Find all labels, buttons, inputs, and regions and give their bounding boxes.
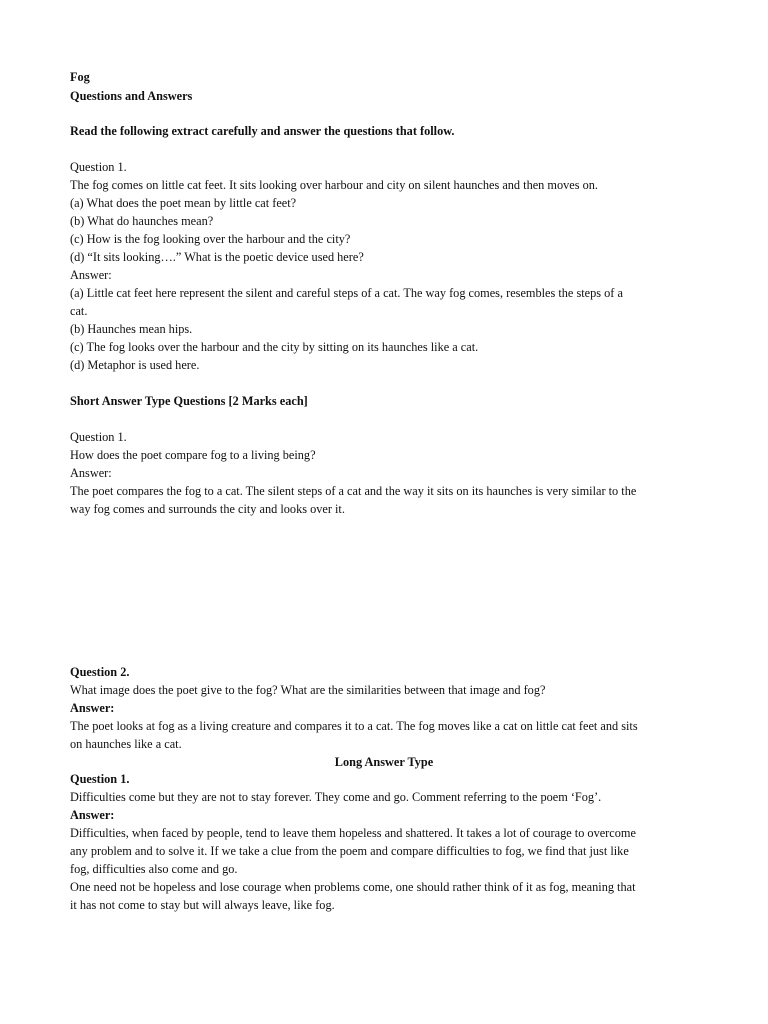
extract-answer-label: Answer: — [70, 268, 112, 282]
extract-answer-a: (a) Little cat feet here represent the silent and careful steps of a cat. The way fog comes, resembles the steps of a — [70, 286, 623, 300]
extract-answer-c: (c) The fog looks over the harbour and the city by sitting on its haunches like a cat. — [70, 340, 479, 354]
short-q2-answer-label: Answer: — [70, 701, 115, 715]
short-q1-text: How does the poet compare fog to a living being? — [70, 448, 316, 462]
short-q2-text: What image does the poet give to the fog? What are the similarities between that image and fog? — [70, 683, 546, 697]
doc-title: Fog — [70, 70, 90, 84]
long-q1-answer-line-5: it has not come to stay but will always leave, like fog. — [70, 898, 335, 912]
long-q1-answer-line-3: fog, difficulties also come and go. — [70, 862, 238, 876]
short-answer-heading: Short Answer Type Questions [2 Marks each] — [70, 394, 308, 408]
extract-question-c: (c) How is the fog looking over the harbour and the city? — [70, 232, 351, 246]
long-q1-answer-label: Answer: — [70, 808, 115, 822]
short-q1-label: Question 1. — [70, 430, 127, 444]
instruction: Read the following extract carefully and answer the questions that follow. — [70, 124, 455, 138]
extract-answer-d: (d) Metaphor is used here. — [70, 358, 200, 372]
extract-answer-a-cont: cat. — [70, 304, 88, 318]
long-answer-heading: Long Answer Type — [334, 755, 434, 769]
extract-answer-b: (b) Haunches mean hips. — [70, 322, 193, 336]
extract-passage: The fog comes on little cat feet. It sits looking over harbour and city on silent haunches and then moves on. — [70, 178, 598, 192]
short-q2-answer-line-2: on haunches like a cat. — [70, 737, 182, 751]
extract-question-label: Question 1. — [70, 160, 127, 174]
extract-question-b: (b) What do haunches mean? — [70, 214, 214, 228]
short-q1-answer-label: Answer: — [70, 466, 112, 480]
long-q1-answer-line-2: any problem and to solve it. If we take a clue from the poem and compare difficulties to fog, we find that just like — [70, 844, 629, 858]
extract-question-d: (d) “It sits looking….” What is the poetic device used here? — [70, 250, 364, 264]
short-q1-answer-line-1: The poet compares the fog to a cat. The silent steps of a cat and the way it sits on its haunches is very similar to the — [70, 484, 637, 498]
short-q1-answer-line-2: way fog comes and surrounds the city and looks over it. — [70, 502, 345, 516]
long-q1-answer-line-1: Difficulties, when faced by people, tend to leave them hopeless and shattered. It takes a lot of courage to overcome — [70, 826, 636, 840]
long-q1-label: Question 1. — [70, 772, 130, 786]
long-q1-answer-line-4: One need not be hopeless and lose courage when problems come, one should rather think of it as fog, meaning that — [70, 880, 636, 894]
short-q2-label: Question 2. — [70, 665, 130, 679]
extract-question-a: (a) What does the poet mean by little cat feet? — [70, 196, 297, 210]
short-q2-answer-line-1: The poet looks at fog as a living creature and compares it to a cat. The fog moves like a cat on little cat feet and sits — [70, 719, 638, 733]
doc-subtitle: Questions and Answers — [70, 89, 193, 103]
long-q1-text: Difficulties come but they are not to stay forever. They come and go. Comment referring to the poem ‘Fog’. — [70, 790, 602, 804]
